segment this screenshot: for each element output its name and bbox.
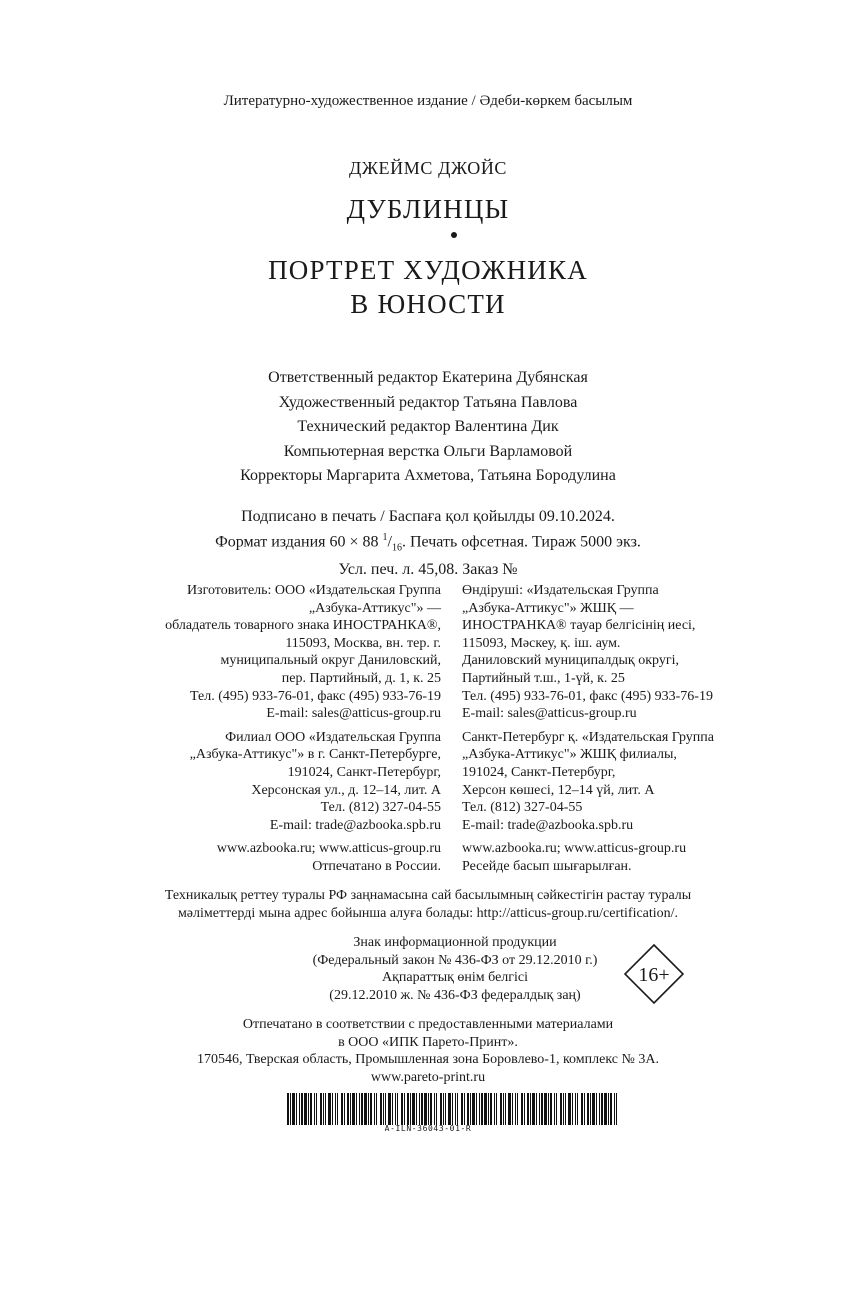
imprint-line: 115093, Мәскеу, қ. іш. аум. <box>462 635 621 651</box>
imprint-line: E-mail: sales@atticus-group.ru <box>266 706 441 722</box>
imprint-line: обладатель товарного знака ИНОСТРАНКА®, <box>165 618 441 634</box>
author-name: ДЖЕЙМС ДЖОЙС <box>348 158 508 178</box>
info-line: (29.12.2010 ж. № 436-ФЗ федералдық заң) <box>329 987 581 1003</box>
imprint-column-kz <box>462 582 792 876</box>
signed-date: Подписано в печать / Баспаға қол қойылды 09.10.2024. <box>241 508 615 525</box>
imprint-line: „Азбука-Аттикус"» ЖШҚ филиалы, <box>462 747 677 763</box>
imprint-line: Тел. (812) 327-04-55 <box>320 800 441 816</box>
barcode-code: A-ILN-36043-01-R <box>384 1124 472 1133</box>
print-line: Отпечатано в соответствии с предоставленными материалами <box>242 1017 614 1032</box>
info-product-sign <box>280 934 630 1004</box>
imprint-line: ИНОСТРАНКА® тауар белгісінің иесі, <box>462 618 696 634</box>
imprint-line: www.azbooka.ru; www.atticus-group.ru <box>216 841 441 857</box>
cert-line: Техникалық реттеу туралы РФ заңнамасына сай басылымның сәйкестігін растау туралы <box>164 888 692 903</box>
imprint-column-ru <box>111 582 441 876</box>
imprint-line: E-mail: trade@azbooka.spb.ru <box>462 817 634 833</box>
barcode-icon <box>287 1093 617 1125</box>
credit-line: Ответственный редактор Екатерина Дубянская <box>268 369 588 386</box>
credit-line: Корректоры Маргарита Ахметова, Татьяна Бородулина <box>240 467 616 484</box>
book-title-portrait-line1: ПОРТРЕТ ХУДОЖНИКА <box>268 255 588 285</box>
credit-line: Художественный редактор Татьяна Павлова <box>278 393 578 411</box>
imprint-line: E-mail: sales@atticus-group.ru <box>462 706 637 722</box>
imprint-line: Отпечатано в России. <box>312 858 441 874</box>
print-sheets-order: Усл. печ. л. 45,08. Заказ № <box>338 560 518 578</box>
printing-house-info <box>0 1016 856 1086</box>
imprint-line: Херсонская ул., д. 12–14, лит. А <box>251 782 441 798</box>
title-separator-bullet <box>451 232 457 238</box>
imprint-line: Изготовитель: ООО «Издательская Группа <box>186 583 441 598</box>
age-rating-diamond-icon <box>624 944 684 1004</box>
imprint-line: Өндіруші: «Издательская Группа <box>462 583 659 598</box>
print-signing-info <box>0 506 856 580</box>
imprint-line: E-mail: trade@azbooka.spb.ru <box>269 817 441 833</box>
book-title-dubliners: ДУБЛИНЦЫ <box>346 194 510 224</box>
print-line: в ООО «ИПК Парето-Принт». <box>338 1034 518 1050</box>
imprint-line: Санкт-Петербург қ. «Издательская Группа <box>462 729 714 745</box>
imprint-line: пер. Партийный, д. 1, к. 25 <box>281 670 441 686</box>
imprint-line: Тел. (495) 933-76-01, факс (495) 933-76-19 <box>190 688 441 704</box>
age-rating-label: 16+ <box>638 964 670 986</box>
imprint-line: 191024, Санкт-Петербург, <box>462 764 616 780</box>
certification-note <box>0 887 856 922</box>
format-line: Формат издания 60 × 88 $^1/_{16}$. Печать офсетная. Тираж 5000 экз. <box>215 532 641 554</box>
imprint-line: Тел. (812) 327-04-55 <box>462 800 583 816</box>
print-line: www.pareto-print.ru <box>370 1069 486 1085</box>
imprint-line: Филиал ООО «Издательская Группа <box>225 729 441 745</box>
info-line: (Федеральный закон № 436-ФЗ от 29.12.2010 г.) <box>312 952 598 968</box>
imprint-line: „Азбука-Аттикус"» ЖШҚ — <box>462 600 634 616</box>
editorial-credits <box>0 366 856 489</box>
imprint-line: муниципальный округ Даниловский, <box>220 653 441 669</box>
imprint-line: Тел. (495) 933-76-01, факс (495) 933-76-19 <box>462 688 713 704</box>
imprint-line: Даниловский муниципалдық округі, <box>462 653 679 669</box>
cert-line: мәліметтерді мына адрес бойынша алуға болады: http://atticus-group.ru/certification/. <box>177 905 679 921</box>
imprint-line: Ресейде басып шығарылған. <box>462 858 632 874</box>
credit-line: Компьютерная верстка Ольги Варламовой <box>283 442 573 460</box>
imprint-line: Партийный т.ш., 1-үй, к. 25 <box>462 670 625 686</box>
info-line: Ақпараттық өнім белгісі <box>381 970 529 986</box>
info-line: Знак информационной продукции <box>353 935 557 950</box>
imprint-line: www.azbooka.ru; www.atticus-group.ru <box>462 841 687 857</box>
imprint-line: 191024, Санкт-Петербург, <box>287 764 441 780</box>
credit-line: Технический редактор Валентина Дик <box>297 418 559 435</box>
imprint-line: 115093, Москва, вн. тер. г. <box>285 635 441 651</box>
imprint-line: „Азбука-Аттикус"» в г. Санкт-Петербурге, <box>189 747 441 763</box>
series-label: Литературно-художественное издание / Әдеби-көркем басылым <box>223 93 633 109</box>
imprint-line: Херсон көшесі, 12–14 үй, лит. А <box>462 782 655 798</box>
imprint-line: „Азбука-Аттикус"» — <box>308 600 441 616</box>
book-title-portrait-line2: В ЮНОСТИ <box>350 289 506 319</box>
print-line: 170546, Тверская область, Промышленная зона Боровлево-1, комплекс № 3А. <box>197 1052 659 1068</box>
